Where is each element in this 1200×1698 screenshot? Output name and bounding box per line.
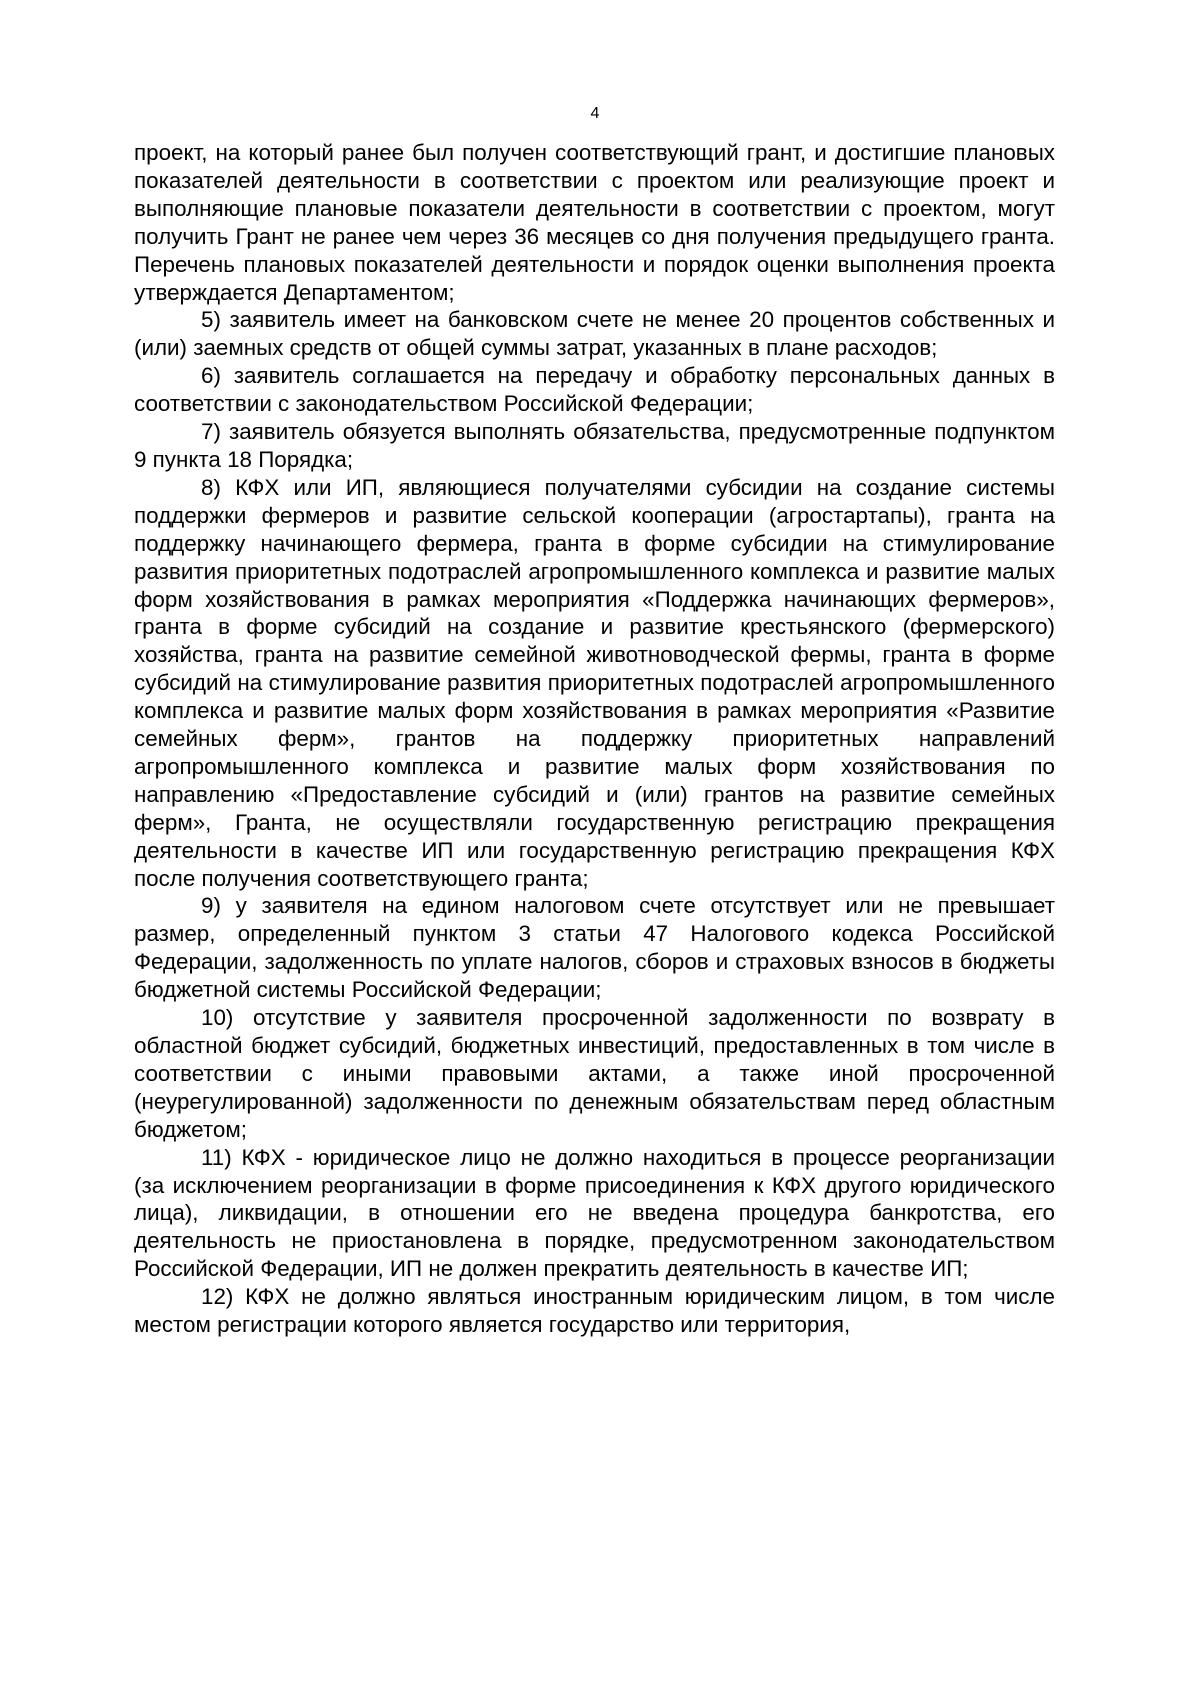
list-item-8: 8) КФХ или ИП, являющиеся получателями субсидии на создание системы поддержки фермеров и развитие сельской кооперации (агростартапы), гранта на поддержку начинающего фермера, гранта в форме субсидии на стимулирование развития приоритетных подотраслей агропромышленного комплекса и развитие малых форм хозяйствования в рамках мероприятия «Поддержка начинающих фермеров», гранта в форме субсидий на создание и развитие крестьянского (фермерского) хозяйства, гранта на развитие семейной животноводческой фермы, гранта в форме субсидий на стимулирование развития приоритетных подотраслей агропромышленного комплекса и развитие малых форм хозяйствования в рамках мероприятия «Развитие семейных ферм», грантов на поддержку приоритетных направлений агропромышленного комплекса и развитие малых форм хозяйствования по направлению «Предоставление субсидий и (или) грантов на развитие семейных ферм», Гранта, не осуществляли государственную регистрацию прекращения деятельности в качестве ИП или государственную регистрацию прекращения КФХ после получения соответствующего гранта;: [134, 474, 1055, 891]
document-body: [134, 139, 1055, 1339]
list-item-6: 6) заявитель соглашается на передачу и обработку персональных данных в соответствии с законодательством Российской Федерации;: [134, 363, 1055, 417]
list-item-10: 10) отсутствие у заявителя просроченной задолженности по возврату в областной бюджет субсидий, бюджетных инвестиций, предоставленных в том числе в соответствии с иными правовыми актами, а также иной просроченной (неурегулированной) задолженности по денежным обязательствам перед областным бюджетом;: [134, 1005, 1055, 1142]
list-item-5: 5) заявитель имеет на банковском счете не менее 20 процентов собственных и (или) заемных средств от общей суммы затрат, указанных в плане расходов;: [134, 307, 1055, 361]
list-item-7: 7) заявитель обязуется выполнять обязательства, предусмотренные подпунктом 9 пункта 18 Порядка;: [134, 419, 1055, 472]
list-item-11: 11) КФХ - юридическое лицо не должно находиться в процессе реорганизации (за исключением реорганизации в форме присоединения к КФХ другого юридического лица), ликвидации, в отношении его не введена процедура банкротства, его деятельность не приостановлена в порядке, предусмотренном законодательством Российской Федерации, ИП не должен прекратить деятельность в качестве ИП;: [134, 1144, 1055, 1282]
list-item-9: 9) у заявителя на едином налоговом счете отсутствует или не превышает размер, определенный пунктом 3 статьи 47 Налогового кодекса Российской Федерации, задолженность по уплате налогов, сборов и страховых взносов в бюджеты бюджетной системы Российской Федерации;: [134, 893, 1055, 1003]
page-number: 4: [590, 105, 600, 122]
list-item-12: 12) КФХ не должно являться иностранным юридическим лицом, в том числе местом регистрации которого является государство или территория,: [134, 1284, 1055, 1338]
paragraph-continuation: проект, на который ранее был получен соответствующий грант, и достигшие плановых показателей деятельности в соответствии с проектом или реализующие проект и выполняющие плановые показатели деятельности в соответствии с проектом, могут получить Грант не ранее чем через 36 месяцев со дня получения предыдущего гранта. Перечень плановых показателей деятельности и порядок оценки выполнения проекта утверждается Департаментом;: [134, 140, 1055, 305]
